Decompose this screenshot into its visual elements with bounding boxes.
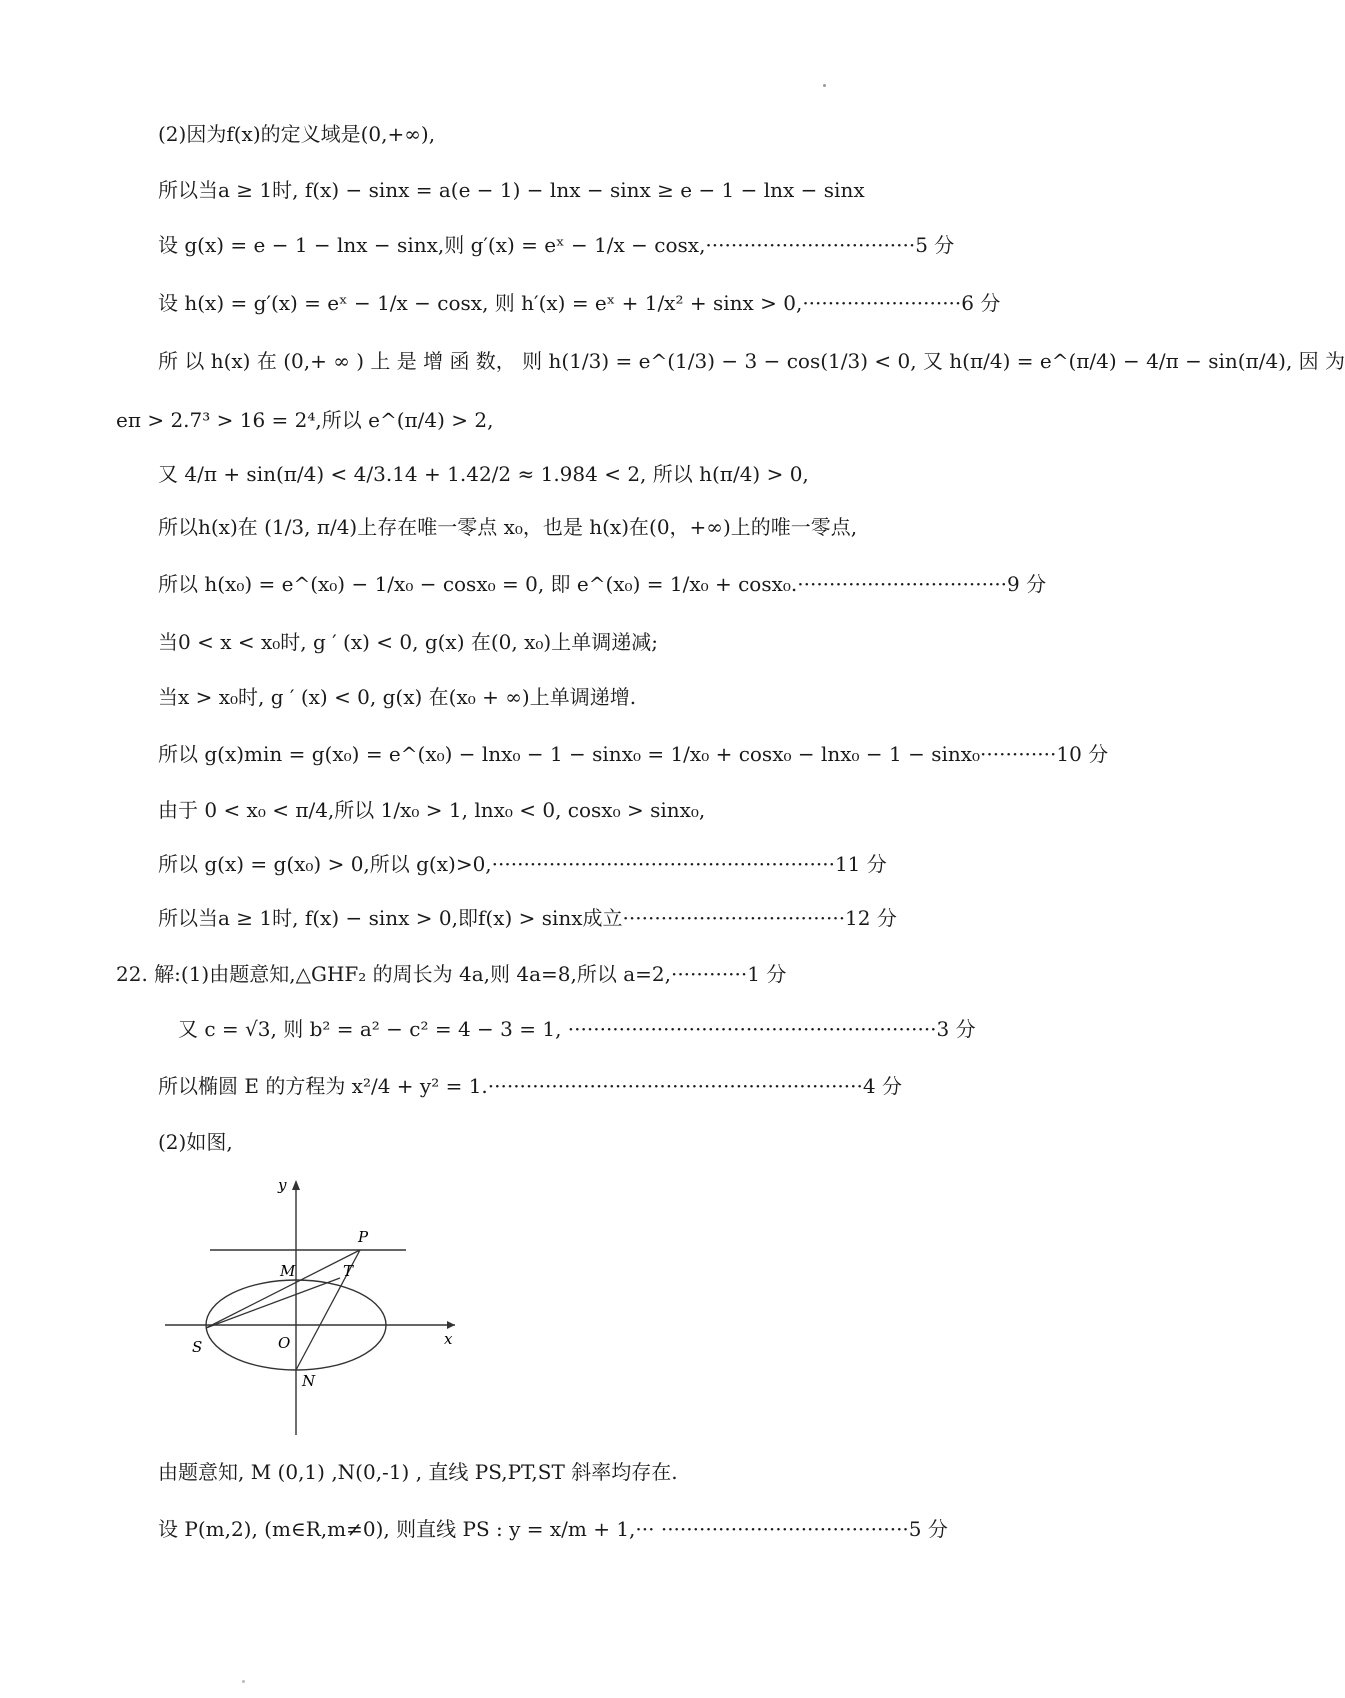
- line-1: (2)因为f(x)的定义域是(0,+∞),: [158, 122, 436, 146]
- line-4: 设 h(x) = g′(x) = eˣ − 1/x − cosx, 则 h′(x) = eˣ + 1/x² + sinx > 0,·························6 分: [158, 291, 1001, 315]
- line-14: 所以 g(x)⁡⁡⁡ = g(x₀) > 0,所以 g(x)>0,······················································11 分: [158, 852, 887, 876]
- line-16: 22. 解:(1)由题意知,△GHF₂ 的周长为 4a,则 4a=8,所以 a=2,············1 分: [116, 962, 787, 986]
- line-10: 当0 < x < x₀时, g ′ (x) < 0, g(x) 在(0, x₀)上单调递减;: [158, 630, 658, 654]
- label-o: O: [278, 1334, 291, 1352]
- line-3: 设 g(x) = e⁡ − 1 − lnx − sinx,则 g′(x) = eˣ − 1/x − cosx,·································5 分: [158, 233, 955, 257]
- y-axis-arrow-icon: [292, 1180, 300, 1190]
- ellipse-figure: [160, 1170, 460, 1440]
- line-2: 所以当a ≥ 1时, f(x) − sinx = a(e⁡ − 1) − lnx − sinx ≥ e⁡ − 1 − lnx − sinx: [158, 178, 865, 202]
- line-9: 所以 h(x₀) = e^(x₀) − 1/x₀ − cosx₀ = 0, 即 e^(x₀) = 1/x₀ + cosx₀.·································9 分: [158, 572, 1047, 596]
- label-p: P: [358, 1228, 369, 1246]
- line-6: eπ > 2.7³ > 16 = 2⁴,所以 e^(π/4) > 2,: [116, 408, 494, 432]
- line-5: 所 以 h(x) 在 (0,+ ∞ ) 上 是 增 函 数， 则 h(1/3) = e^(1/3) − 3 − cos(1/3) < 0, 又 h(π/4) = e^(π/4) − 4/π − sin(π/4), 因 为: [158, 349, 1345, 373]
- line-12: 所以 g(x)min = g(x₀) = e^(x₀) − lnx₀ − 1 − sinx₀ = 1/x₀ + cosx₀ − lnx₀ − 1 − sinx₀············10 分: [158, 742, 1109, 766]
- line-st: [206, 1278, 340, 1328]
- label-m: M: [280, 1262, 296, 1280]
- x-axis-arrow-icon: [447, 1321, 455, 1329]
- label-n: N: [302, 1372, 316, 1390]
- line-13: 由于 0 < x₀ < π/4,所以 1/x₀ > 1, lnx₀ < 0, cosx₀ > sinx₀,: [158, 798, 706, 822]
- line-7: 又 4/π + sin(π/4) < 4/3.14 + 1.42/2 ≈ 1.984 < 2, 所以 h(π/4) > 0,: [158, 462, 809, 486]
- line-8: 所以h(x)在 (1/3, π/4)上存在唯一零点 x₀，也是 h(x)在(0，+∞)上的唯一零点,: [158, 515, 858, 539]
- line-21: 设 P(m,2), (m∈R,m≠0), 则直线 PS : y = x/m + 1,··· ·······································5 分: [158, 1517, 948, 1541]
- line-15: 所以当a ≥ 1时, f(x) − sinx > 0,即f(x) > sinx成立···································12 分: [158, 906, 897, 930]
- label-y: y: [278, 1176, 287, 1194]
- line-11: 当x > x₀时, g ′ (x) < 0, g(x) 在(x₀ + ∞)上单调递增.: [158, 685, 637, 709]
- label-t: T: [343, 1262, 354, 1280]
- label-s: S: [192, 1338, 203, 1356]
- label-x: x: [444, 1330, 453, 1348]
- speck-bottom: [242, 1680, 245, 1683]
- line-18: 所以椭圆 E 的方程为 x²/4 + y² = 1.···························································4 分: [158, 1074, 902, 1098]
- line-19: (2)如图,: [158, 1130, 233, 1154]
- line-17: 又 c = √3, 则 b² = a² − c² = 4 − 3 = 1, ··························································3 分: [178, 1017, 976, 1041]
- speck-top: [823, 84, 826, 87]
- line-20: 由题意知, M (0,1) ,N(0,-1) , 直线 PS,PT,ST 斜率均存在.: [158, 1460, 678, 1484]
